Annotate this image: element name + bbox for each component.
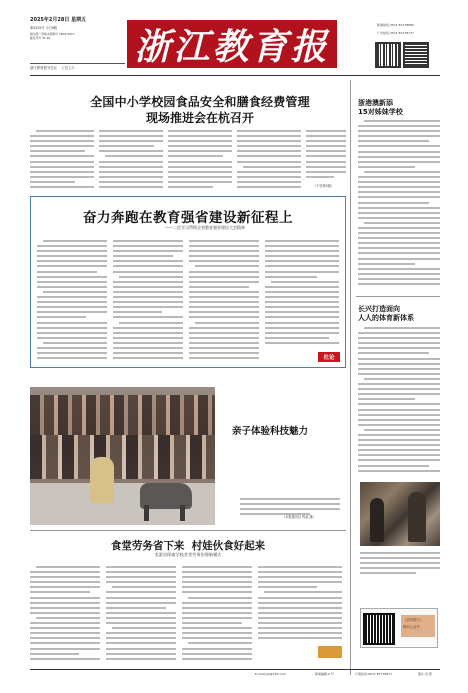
footer-rule <box>30 669 440 670</box>
publication-codes: 国内统一连续出版物号 CN33-0017 邮发代号 31-16 <box>30 32 75 40</box>
lead-text-col5 <box>306 130 346 182</box>
footer-subscription: 订阅热线:0571-87778077 <box>355 672 392 676</box>
lead-text-col3 <box>168 130 232 190</box>
bottom-text-col2 <box>106 566 176 662</box>
logo-title: 浙江教育报 <box>134 25 330 68</box>
commentary-subtitle: ——二论学习贯彻全省教育强省建设大会精神 <box>165 225 245 230</box>
footer-editor-line: 新闻编辑:0 号 <box>315 672 334 676</box>
lead-headline-line1: 全国中小学校园食品安全和膳食经费管理 <box>90 95 310 109</box>
commentary-col1 <box>37 240 107 362</box>
ad-text-line1: 《美育浙江》 <box>403 618 424 622</box>
right-article1-text <box>358 120 440 288</box>
commentary-tag <box>318 352 340 362</box>
lead-headline-line2: 现场推进会在杭召开 <box>145 111 254 125</box>
commentary-col3 <box>189 240 259 362</box>
right-article1-title-line1: 浙港澳新添 <box>358 99 393 107</box>
masthead-divider <box>30 63 125 64</box>
ad-text-line2: 微信公众号 <box>403 625 420 629</box>
column-divider <box>350 80 351 675</box>
photo-child <box>90 457 114 503</box>
right-divider-1 <box>356 296 440 297</box>
qr-code-top-2 <box>405 44 427 66</box>
main-photo <box>30 387 215 525</box>
photo-crowd-row2 <box>30 435 215 479</box>
photo-figure-1 <box>370 498 384 542</box>
qr-code-top <box>377 44 399 66</box>
photo-story-title: 亲子体验科技魅力 <box>232 426 309 437</box>
bottom-tag <box>318 646 342 658</box>
commentary-col2 <box>113 240 183 362</box>
right-article1-title-line2: 15对姊妹学校 <box>358 108 403 116</box>
bottom-story-headline: 食堂劳务省下来 村娃伙食好起来 <box>110 540 266 552</box>
publisher-suffix: 主管主办 <box>61 66 75 70</box>
bottom-text-col3 <box>182 566 252 662</box>
bottom-story-subtitle: 龙游县探索学校食堂劳务治理新模式 <box>154 552 222 557</box>
lead-text-col1 <box>30 130 94 190</box>
issue-number: 第4259号 今日8版 <box>30 26 58 30</box>
lead-text-col2 <box>99 130 163 190</box>
bottom-story-divider <box>30 530 346 531</box>
photo-robot-leg-1 <box>144 505 149 521</box>
right-photo-caption <box>360 552 440 582</box>
right-article2-text <box>358 327 440 477</box>
footer-photo-credit: 照片:宋 陈 <box>418 672 432 676</box>
publisher <box>30 66 75 70</box>
footer-email: E-mail:jyb@163.com <box>255 672 287 676</box>
publisher-name: 浙江教育报刊总社 <box>30 66 58 70</box>
ad-hotline: 广告热线 0571-87778177 <box>377 31 414 35</box>
bottom-text-col1 <box>30 566 100 662</box>
photo-robot-leg-2 <box>180 505 185 521</box>
header-rule <box>30 75 440 76</box>
right-article2-title-line2: 人人的体育新体系 <box>358 314 414 322</box>
right-photo <box>360 482 440 546</box>
masthead-logo <box>127 20 337 68</box>
lead-text-col4 <box>237 130 301 190</box>
photo-figure-2 <box>408 492 426 542</box>
commentary-col4 <box>265 240 339 348</box>
photo-crowd-row1 <box>30 395 215 435</box>
issue-date: 2025年2月28日 星期五 <box>30 17 87 23</box>
right-article2-title-line1: 长兴打造面向 <box>358 305 400 313</box>
ad-box <box>360 608 438 648</box>
commentary-tag-label: 社论 <box>323 355 335 361</box>
lead-continued: （下转第3版） <box>313 184 335 188</box>
commentary-title: 奋力奔跑在教育强省建设新征程上 <box>83 210 293 226</box>
ad-qr-code <box>365 615 393 643</box>
photo-credit: （本报通讯员 程某 摄） <box>282 515 316 519</box>
news-hotline: 新闻热线 0571-87778860 <box>377 23 414 27</box>
